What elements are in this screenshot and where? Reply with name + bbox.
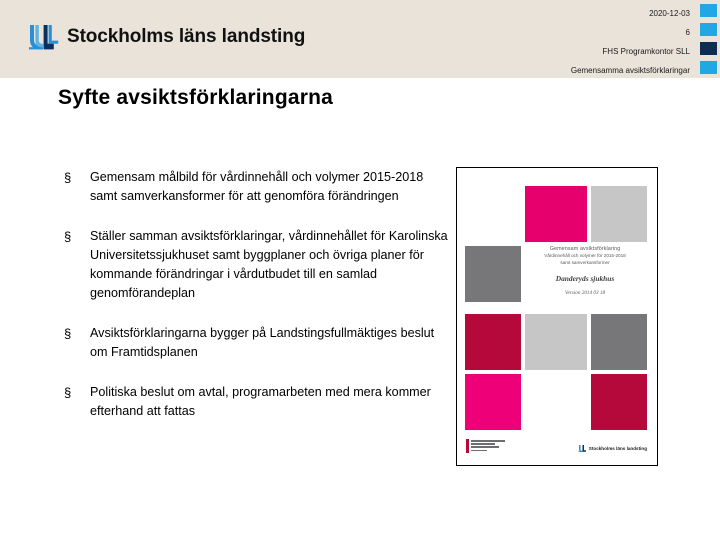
bullet-list xyxy=(58,168,450,442)
list-item xyxy=(58,227,450,303)
header-meta-subject: Gemensamma avsiktsförklaringar xyxy=(570,66,690,75)
thumbnail-footer-address xyxy=(466,439,505,453)
header-meta xyxy=(210,4,690,80)
header-swatch-column xyxy=(698,4,720,80)
footer-address-line xyxy=(471,443,495,445)
bullet-marker-icon: § xyxy=(64,385,72,400)
tile-lightgray-mid xyxy=(525,314,587,370)
footer-accent-bar xyxy=(466,439,469,453)
bullet-marker-icon: § xyxy=(64,170,72,185)
footer-address-lines xyxy=(471,439,505,451)
page-title: Syfte avsiktsförklaringarna xyxy=(58,86,334,109)
header-swatch-2 xyxy=(700,23,717,36)
thumbnail-caption xyxy=(519,246,651,298)
thumbnail-footer-logo-text: Stockholms läns landsting xyxy=(588,446,647,451)
bullet-text: Ställer samman avsiktsförklaringar, vårdinnehållet för Karolinska Universitetssjukhuset samt byggplaner och övriga planer för kommande förändringar i vårdutbudet till en samlad genomförandeplan xyxy=(90,229,448,300)
header-swatch-1 xyxy=(700,4,717,17)
header-meta-page: 6 xyxy=(685,28,690,37)
footer-address-line xyxy=(471,446,499,448)
header-swatch-3 xyxy=(700,42,717,55)
thumbnail-organisation: Danderyds sjukhus xyxy=(555,274,615,284)
bullet-text: Gemensam målbild för vårdinnehåll och volymer 2015-2018 samt samverkansformer för att genomföra förändringen xyxy=(90,170,424,203)
footer-address-line xyxy=(471,450,487,452)
tile-magenta-top xyxy=(525,186,587,242)
header-meta-owner: FHS Programkontor SLL xyxy=(602,47,690,56)
tile-pink-bottom xyxy=(465,374,521,430)
tile-crimson-midleft xyxy=(465,314,521,370)
bullet-marker-icon: § xyxy=(64,326,72,341)
thumbnail-caption-line1: Gemensam avsiktsförklaring xyxy=(549,246,621,252)
bullet-marker-icon: § xyxy=(64,229,72,244)
header-swatch-4 xyxy=(700,61,717,74)
bullet-text: Politiska beslut om avtal, programarbeten med mera kommer efterhand att fattas xyxy=(90,385,431,418)
list-item xyxy=(58,383,450,421)
thumbnail-version: Version 2014 03 18 xyxy=(564,290,606,297)
list-item xyxy=(58,168,450,206)
footer-address-line xyxy=(471,440,505,442)
tile-darkgray-midright xyxy=(591,314,647,370)
thumbnail-footer-logo xyxy=(578,445,647,452)
thumbnail-caption-line3: samt samverkansformer xyxy=(560,259,610,265)
document-cover-thumbnail xyxy=(456,167,658,466)
list-item xyxy=(58,324,450,362)
sll-logo-text: Stockholms läns landsting xyxy=(67,26,306,47)
header-meta-date: 2020-12-03 xyxy=(649,9,690,18)
thumbnail-caption-line2: Vårdinnehåll och volymer för 2015-2018 xyxy=(544,253,626,259)
bullet-text: Avsiktsförklaringarna bygger på Landstingsfullmäktiges beslut om Framtidsplanen xyxy=(90,326,435,359)
tile-lightgray-top xyxy=(591,186,647,242)
tile-darkgray-left xyxy=(465,246,521,302)
thumbnail-canvas xyxy=(457,168,657,465)
sll-jl-logo-icon xyxy=(26,24,60,50)
tile-crimson-bottom xyxy=(591,374,647,430)
sll-mini-logo-icon xyxy=(578,445,587,452)
